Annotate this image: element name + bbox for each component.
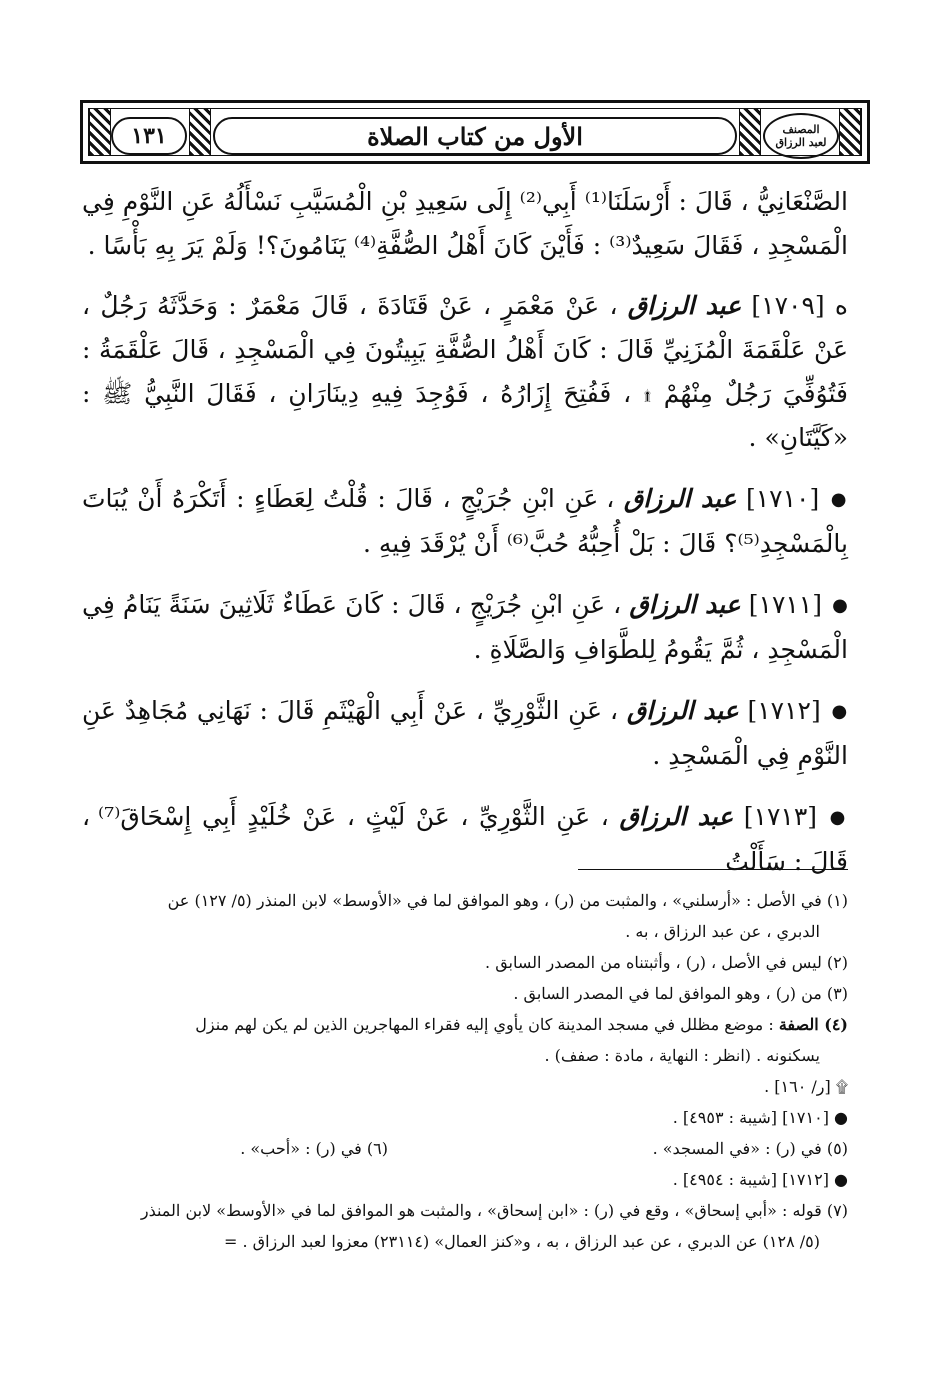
hadith-text: ، عَنِ الثَّوْرِيِّ ، عَنْ لَيْثٍ ، عَنْ خُلَيْدٍ أَبِي إِسْحَاقَ⁽⁷⁾ ، قَالَ : سَأَلْتُ (82, 802, 848, 876)
footnotes (60, 885, 848, 1257)
ornament-right-outer (839, 109, 861, 155)
footnote-4 (60, 1009, 848, 1071)
footnote-5: (٥) في (ر) : «في المسجد» . (652, 1139, 848, 1158)
hadith-number: [١٧١٢] (747, 696, 821, 725)
footnote-7-line-1: (٧) قوله : «أبي إسحاق» ، وقع في (ر) : «ابن إسحاق» ، والمثبت هو الموافق لما في «الأوسط» لابن المنذر (140, 1201, 848, 1220)
paragraph-continuation: الصَّنْعَانِيُّ ، قَالَ : أَرْسَلَنَا⁽¹⁾ أَبِي⁽²⁾ إِلَى سَعِيدِ بْنِ الْمُسَيَّبِ نَسْأَلُهُ عَنِ النَّوْمِ فِي الْمَسْجِدِ ، فَقَالَ سَعِيدٌ⁽³⁾ : فَأَيْنَ كَانَ أَهْلُ الصُّفَّةِ⁽⁴⁾ يَنَامُونَ؟! وَلَمْ يَرَ بِهِ بَأْسًا . (82, 187, 848, 260)
hadith-author: عبد الرزاق (619, 802, 734, 831)
running-header (80, 100, 870, 164)
bullet-icon: ● (830, 489, 849, 510)
hadith-author: عبد الرزاق (629, 590, 741, 619)
bullet-icon: ● (832, 595, 849, 616)
logo-line-2: لعبد الرزاق (775, 136, 827, 149)
footnote-2: (٢) ليس في الأصل ، (ر) ، وأثبتناه من المصدر السابق . (485, 953, 848, 972)
footnote-4-label: (٤) الصفة (778, 1015, 848, 1034)
source-ref-1710: ● [١٧١٠] [شيبة : ٤٩٥٣] . (672, 1108, 848, 1127)
hadith-number: [١٧١٠] (745, 484, 820, 513)
hadith-number: [١٧١١] (748, 590, 822, 619)
footnote-4-line-1: : موضع مظلل في مسجد المدينة كان يأوي إليه فقراء المهاجرين الذين لم يكن لهم منزل (195, 1015, 774, 1034)
main-text (82, 180, 848, 901)
logo-line-1: المصنف (782, 123, 820, 136)
bullet-icon: ● (829, 807, 848, 828)
header-frame (88, 108, 862, 156)
footnote-1-line-2: الدبري ، عن عبد الرزاق ، به . (625, 922, 820, 941)
hadith-text: ، عَنِ الثَّوْرِيِّ ، عَنْ أَبِي الْهَيْثَمِ قَالَ : نَهَانِي مُجَاهِدٌ عَنِ النَّوْمِ فِي الْمَسْجِدِ . (82, 696, 848, 770)
footnote-4-line-2: يسكنونه . (انظر : النهاية ، مادة : صفف) . (544, 1046, 820, 1065)
hadith-1713 (82, 795, 848, 884)
footnote-7-line-2: (٥/ ١٢٨) عن الدبري ، عن عبد الرزاق ، به ، و«كنز العمال» (٢٣١١٤) معزوا لعبد الرزاق . = (224, 1232, 820, 1251)
manuscript-ref: ۩ [ر/ ١٦٠] . (764, 1077, 848, 1096)
hadith-1710 (82, 477, 848, 566)
footnote-1-line-1: (١) في الأصل : «أرسلني» ، والمثبت من (ر) ، وهو الموافق لما في «الأوسط» لابن المنذر (٥/ ١٢٧) عن (167, 891, 848, 910)
hadith-text: ، عَنْ مَعْمَرٍ ، عَنْ قَتَادَةَ ، قَالَ مَعْمَرٌ : وَحَدَّثَهُ رَجُلٌ ، عَنْ عَلْقَمَةَ الْمُزَنِيِّ قَالَ : كَانَ أَهْلُ الصُّفَّةِ يَبِيتُونَ فِي الْمَسْجِدِ ، قَالَ عَلْقَمَةُ : فَتُوُفِّيَ رَجُلٌ مِنْهُمْ ۩ ، فَفُتِحَ إِزَارُهُ ، فَوُجِدَ فِيهِ دِينَارَانِ ، فَقَالَ النَّبِيُّ ﷺ : «كَيَّتَانِ» . (82, 291, 848, 452)
page-number: ١٣١ (111, 117, 187, 155)
hadith-author: عبد الرزاق (626, 696, 739, 725)
hadith-1711 (82, 583, 848, 672)
chapter-title: الأول من كتاب الصلاة (213, 117, 737, 155)
footnote-separator (578, 869, 848, 870)
footnote-7 (60, 1195, 848, 1257)
source-ref-1712: ● [١٧١٢] [شيبة : ٤٩٥٤] . (672, 1170, 848, 1189)
hadith-number: [١٧٠٩] (751, 291, 825, 320)
footnote-1 (60, 885, 848, 947)
footnote-6: (٦) في (ر) : «أحب» . (240, 1139, 388, 1158)
footnotes-5-6 (60, 1133, 848, 1164)
hadith-author: عبد الرزاق (627, 291, 742, 320)
ornament-right-inner (739, 109, 761, 155)
hadith-number: [١٧١٣] (743, 802, 818, 831)
footnote-3: (٣) من (ر) ، وهو الموافق لما في المصدر السابق . (513, 984, 848, 1003)
hadith-text: ، عَنِ ابْنِ جُرَيْجٍ ، قَالَ : كَانَ عَطَاءٌ ثَلَاثِينَ سَنَةً يَنَامُ فِي الْمَسْجِدِ ، ثُمَّ يَقُومُ لِلطَّوَافِ وَالصَّلَاةِ . (82, 590, 848, 664)
bullet-icon: ● (831, 701, 848, 722)
hadith-text: ، عَنِ ابْنِ جُرَيْجٍ ، قَالَ : قُلْتُ لِعَطَاءٍ : أَتَكْرَهُ أَنْ يُبَاتَ بِالْمَسْجِدِ⁽⁵⁾؟ قَالَ : بَلْ أُحِبُّهُ حُبَّ⁽⁶⁾ أَنْ يُرْقَدَ فِيهِ . (82, 484, 848, 558)
ornament-left-inner (189, 109, 211, 155)
book-logo (763, 113, 839, 159)
hadith-1712 (82, 689, 848, 778)
hadith-1709 (82, 284, 848, 460)
ornament-left-outer (89, 109, 111, 155)
hadith-mark: ه (834, 291, 848, 320)
hadith-author: عبد الرزاق (623, 484, 737, 513)
